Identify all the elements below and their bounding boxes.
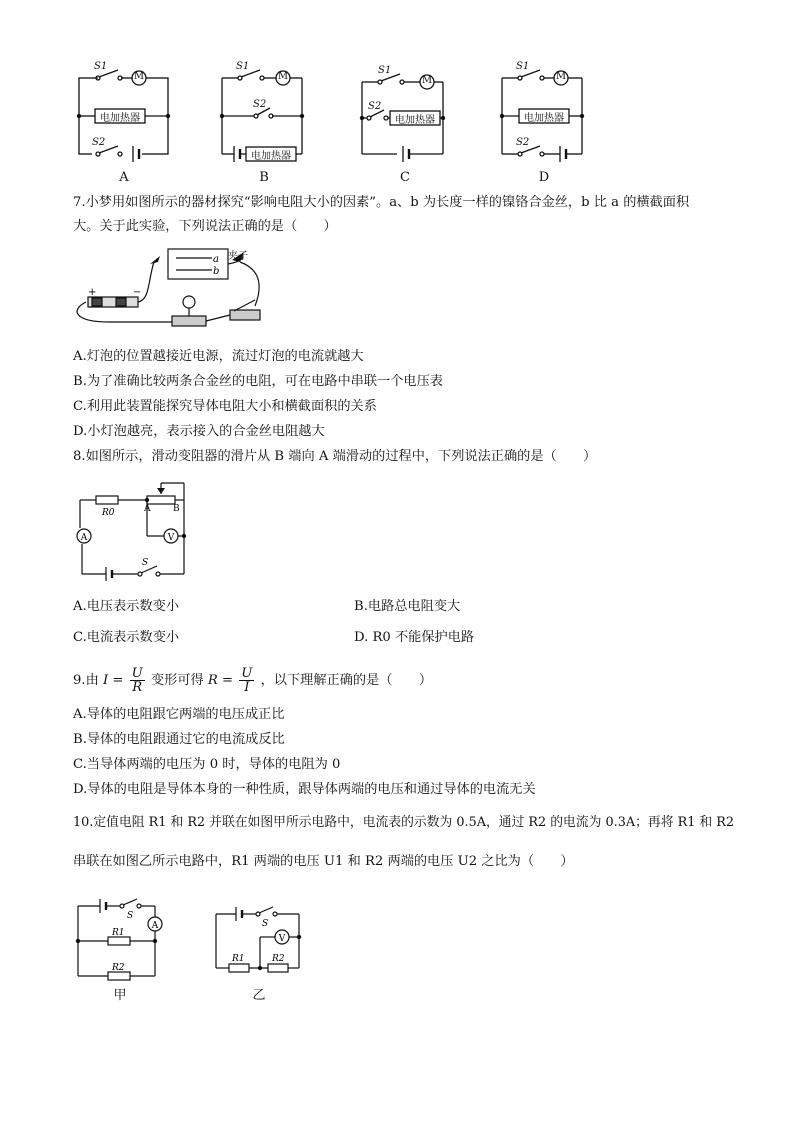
q9-option-a: A.导体的电阻跟它两端的电压成正比 bbox=[73, 707, 285, 722]
q10-jia-ammeter: A bbox=[151, 921, 159, 931]
q10-yi-voltmeter: V bbox=[278, 934, 286, 944]
q9-stem-suffix: ，以下理解正确的是（ ） bbox=[260, 673, 433, 688]
q6d-motor: M bbox=[555, 71, 567, 82]
q10-stem-line1: 10.定值电阻 R1 和 R2 并联在如图甲所示电路中，电流表的示数为 0.5A，通过 R2 的电流为 0.3A；再将 R1 和 R2 bbox=[73, 815, 735, 830]
q6c-heater: 电加热器 bbox=[395, 115, 435, 126]
q9-formula1-den: R bbox=[132, 680, 143, 695]
q6c-s2: S2 bbox=[368, 101, 382, 112]
q8-r0: R0 bbox=[102, 508, 115, 518]
q8-end-a: A bbox=[144, 504, 151, 514]
q6a-heater: 电加热器 bbox=[100, 113, 140, 124]
q10-stem-line2: 串联在如图乙所示电路中，R1 两端的电压 U1 和 R2 两端的电压 U2 之比为（ ） bbox=[73, 854, 574, 869]
q7-option-b: B.为了准确比较两条合金丝的电阻，可在电路中串联一个电压表 bbox=[73, 374, 443, 389]
q9-formula2-lhs: R = bbox=[207, 673, 234, 688]
q9-stem-middle: 变形可得 bbox=[150, 673, 204, 688]
q6b-s2: S2 bbox=[253, 99, 267, 110]
q8-stem: 8.如图所示，滑动变阻器的滑片从 B 端向 A 端滑动的过程中，下列说法正确的是（ ） bbox=[73, 449, 597, 464]
q7-option-a: A.灯泡的位置越接近电源，流过灯泡的电流就越大 bbox=[73, 349, 364, 364]
q9-formula2-den: I bbox=[244, 680, 250, 695]
q8-switch: S bbox=[142, 558, 149, 568]
q10-jia-r1: R1 bbox=[112, 928, 125, 938]
q10-jia-r2: R2 bbox=[112, 963, 125, 973]
q9-formula1-lhs: I = bbox=[102, 673, 124, 688]
q6-label-d: D bbox=[538, 170, 550, 185]
q6b-heater: 电加热器 bbox=[251, 151, 291, 162]
q6d-s1: S1 bbox=[516, 61, 530, 72]
q9-stem-prefix: 9.由 bbox=[73, 673, 99, 688]
q6-label-a: A bbox=[119, 170, 129, 185]
q7-option-c: C.利用此装置能探究导体电阻大小和横截面积的关系 bbox=[73, 399, 377, 414]
q9-option-b: B.导体的电阻跟通过它的电流成反比 bbox=[73, 732, 285, 747]
q8-option-c: C.电流表示数变小 bbox=[73, 630, 180, 645]
q10-yi-r2: R2 bbox=[272, 954, 285, 964]
q7-stem-line1: 7.小梦用如图所示的器材探究“影响电阻大小的因素”。a、b 为长度一样的镍铬合金丝，b 比 a 的横截面积 bbox=[73, 195, 690, 210]
q10-yi-switch: S bbox=[262, 919, 269, 929]
q7-wire-b: b bbox=[213, 266, 220, 277]
q10-caption-jia: 甲 bbox=[113, 988, 127, 1003]
q6a-s1: S1 bbox=[94, 61, 108, 72]
q9-option-c: C.当导体两端的电压为 0 时，导体的电阻为 0 bbox=[73, 757, 341, 772]
q9-formula1-num: U bbox=[131, 666, 143, 681]
q6a-motor: M bbox=[133, 71, 145, 82]
q9-option-d: D.导体的电阻是导体本身的一种性质，跟导体两端的电压和通过导体的电流无关 bbox=[73, 782, 536, 797]
q6a-s2: S2 bbox=[92, 137, 106, 148]
q7-stem-line2: 大。关于此实验，下列说法正确的是（ ） bbox=[73, 219, 337, 234]
q8-voltmeter: V bbox=[167, 533, 175, 543]
q8-ammeter: A bbox=[80, 533, 88, 543]
q7-minus: − bbox=[133, 287, 142, 298]
q7-clip-label: 夹子 bbox=[228, 251, 248, 262]
q7-plus: + bbox=[88, 287, 97, 298]
q10-caption-yi: 乙 bbox=[252, 988, 266, 1003]
q8-option-b: B.电路总电阻变大 bbox=[354, 599, 461, 614]
q8-option-d: D. R0 不能保护电路 bbox=[354, 630, 475, 645]
q7-wire-a: a bbox=[213, 254, 219, 265]
q6c-s1: S1 bbox=[378, 65, 392, 76]
q10-jia-switch: S bbox=[127, 911, 134, 921]
q6-label-c: C bbox=[400, 170, 410, 185]
q10-yi-r1: R1 bbox=[232, 954, 245, 964]
q9-formula2-num: U bbox=[241, 666, 253, 681]
q6c-motor: M bbox=[421, 75, 433, 86]
q6b-motor: M bbox=[277, 71, 289, 82]
q8-option-a: A.电压表示数变小 bbox=[73, 599, 180, 614]
q7-option-d: D.小灯泡越亮，表示接入的合金丝电阻越大 bbox=[73, 424, 325, 439]
q6b-s1: S1 bbox=[236, 61, 250, 72]
q6-label-b: B bbox=[259, 170, 269, 185]
q8-end-b: B bbox=[173, 504, 180, 514]
q6d-heater: 电加热器 bbox=[524, 113, 564, 124]
q6d-s2: S2 bbox=[516, 137, 530, 148]
